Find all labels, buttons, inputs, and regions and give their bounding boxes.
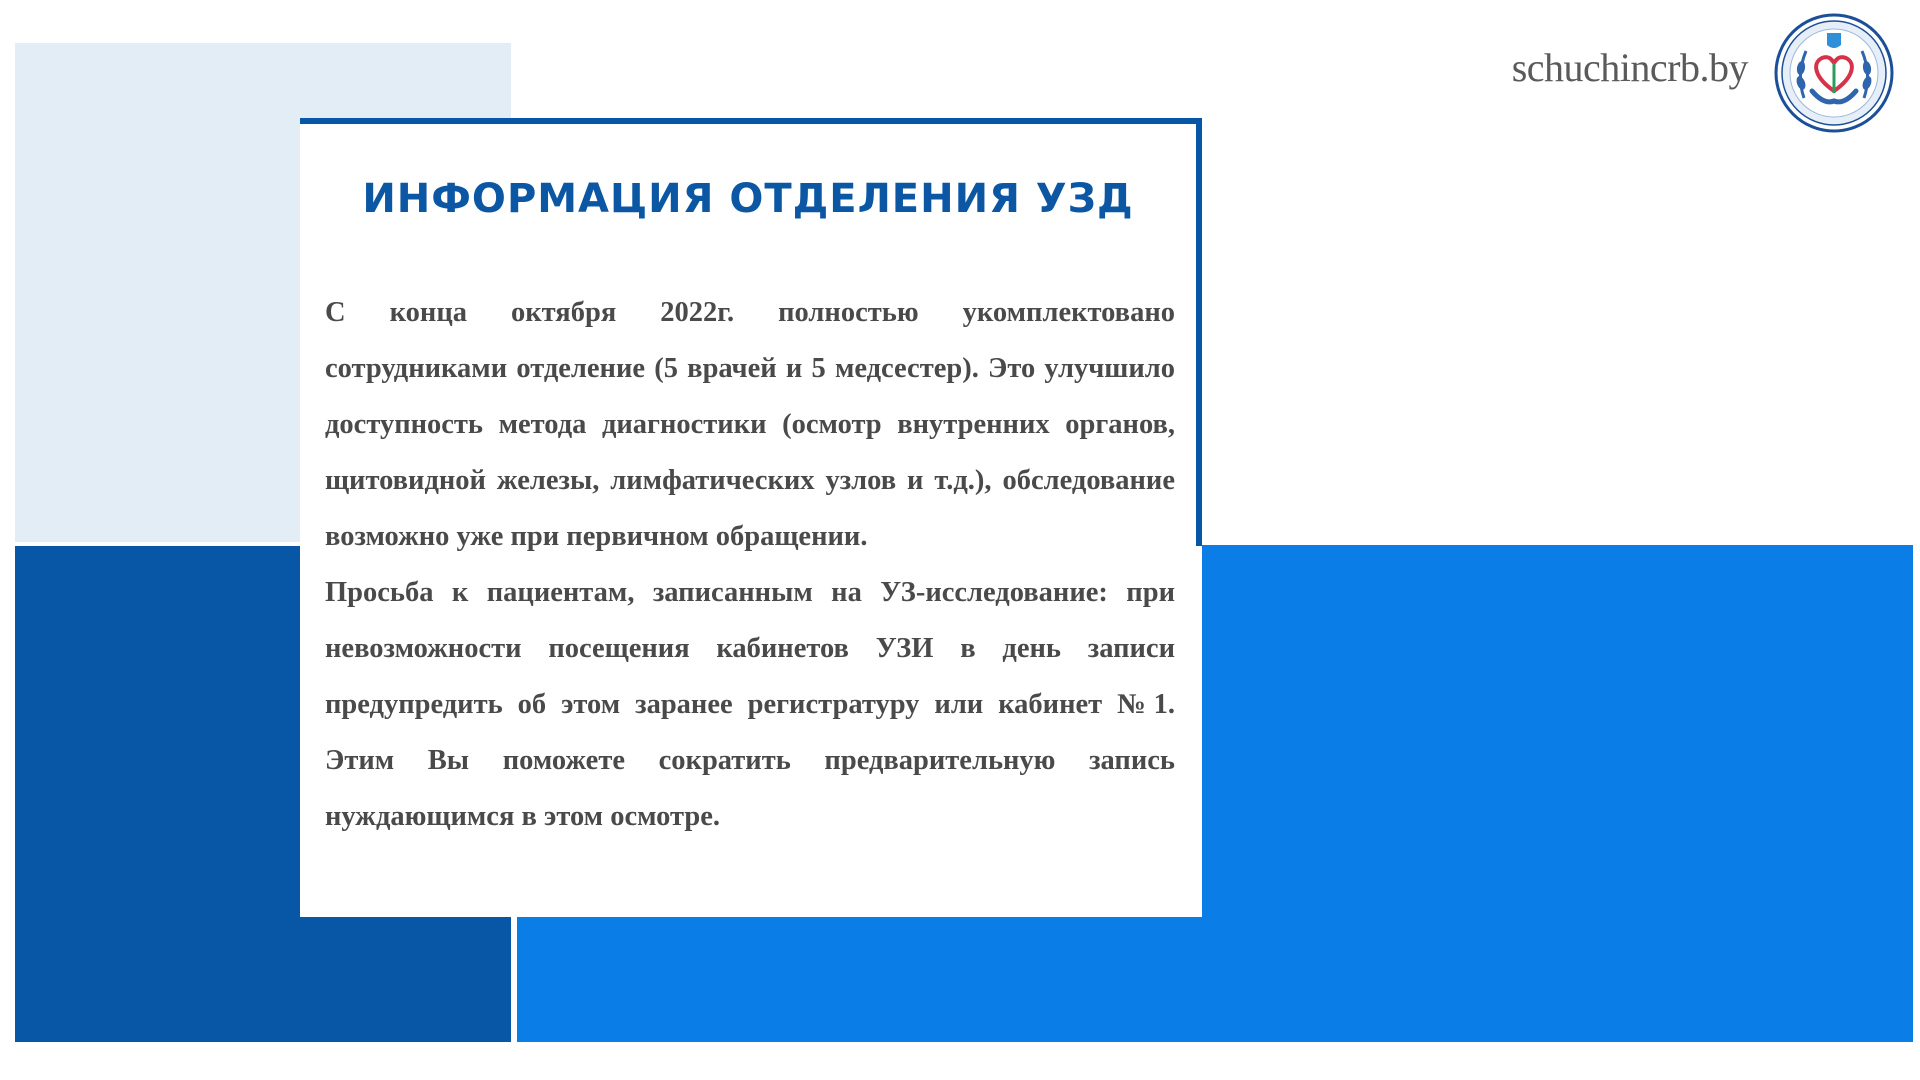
info-text xyxy=(325,285,1175,845)
paragraph-request: Просьба к пациентам, записанным на УЗ-исследование: при невозможности посещения кабинетов УЗИ в день записи предупредить об этом заранее регистратуру или кабинет №1. Этим Вы поможете сократить предварительную запись нуждающимся в этом осмотре. xyxy=(325,577,1175,832)
site-name: schuchincrb.by xyxy=(1511,45,1748,90)
hospital-emblem-icon xyxy=(1774,13,1894,133)
paragraph-staffing: С конца октября 2022г. полностью укомплектовано сотрудниками отделение (5 врачей и 5 медсестер). Это улучшило доступность метода диагностики (осмотр внутренних органов, щитовидной железы, лимфатических узлов и т.д.), обследование возможно уже при первичном обращении. xyxy=(325,297,1175,552)
info-card xyxy=(300,118,1202,917)
page-title: ИНФОРМАЦИЯ ОТДЕЛЕНИЯ УЗД xyxy=(362,176,1134,222)
card-border-mask xyxy=(1196,546,1202,917)
